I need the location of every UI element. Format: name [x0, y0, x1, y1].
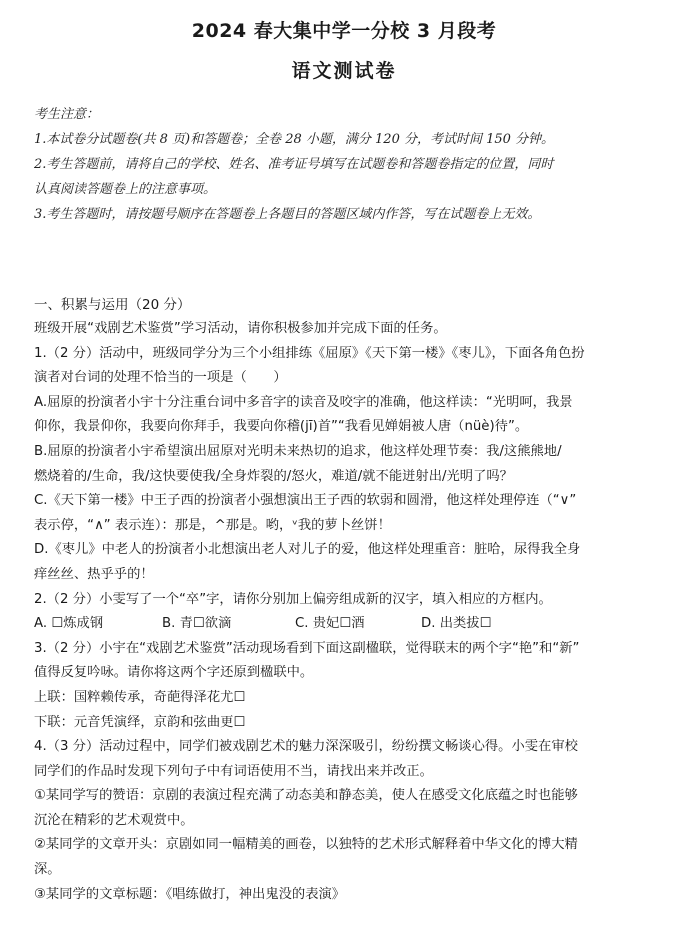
question-1-stem: 1.（2 分）活动中，班级同学分为三个小组排练《屈原》《天下第一楼》《枣儿》，下面各角色扮: [34, 345, 585, 361]
notice-line: 3.考生答题时，请按题号顺序在答题卷上各题目的答题区域内作答，写在试题卷上无效。: [34, 207, 541, 222]
q2-option-a: A. ☐炼成钢: [34, 616, 104, 632]
notice-line: 认真阅读答题卷上的注意事项。: [34, 182, 217, 197]
option-c-line: C.《天下第一楼》中王子西的扮演者小强想演出王子西的软弱和圆滑，他这样处理停连（“∨”: [34, 493, 577, 509]
q4-sentence-2-cont: 深。: [34, 862, 61, 878]
option-b-line: B.屈原的扮演者小宇希望演出屈原对光明未来热切的追求，他这样处理节奏：我/这熊熊地/: [34, 443, 562, 459]
option-a-line: 仰你，我景仰你，我要向你拜手，我要向你稽(jī)首”“我看见婵娟被人唐（nüè)待”。: [34, 419, 529, 435]
q2-option-b: B. 青☐欲滴: [162, 616, 232, 632]
option-a-line: A.屈原的扮演者小宇十分注重台词中多音字的读音及咬字的准确，他这样读：“光明呵，我景: [34, 394, 573, 410]
option-d-line: 痒丝丝、热乎乎的！: [34, 566, 154, 582]
q4-sentence-3: ③某同学的文章标题：《唱练做打，神出鬼没的表演》: [34, 886, 346, 902]
option-b-line: 燃烧着的/生命，我/这快要使我/全身炸裂的/怒火，难道/就不能迸射出/光明了吗？: [34, 468, 513, 484]
couplet-lower: 下联：元音凭演绎，京韵和弦曲更☐: [34, 714, 246, 730]
question-1-stem-cont: 演者对台词的处理不恰当的一项是（ ）: [34, 370, 287, 386]
notice-line: 1.本试卷分试题卷(共 8 页)和答题卷；全卷 28 小题，满分 120 分，考试时间 150 分钟。: [34, 132, 555, 147]
notice-line: 2.考生答题前，请将自己的学校、姓名、准考证号填写在试题卷和答题卷指定的位置，同时: [34, 157, 554, 172]
exam-subtitle: 语文测试卷: [291, 60, 397, 82]
section-heading: 一、积累与运用（20 分）: [34, 297, 191, 313]
notice-heading: 考生注意：: [34, 107, 100, 122]
exam-title: 2024 春大集中学一分校 3 月段考: [191, 20, 497, 42]
q4-sentence-1-cont: 沉沦在精彩的艺术观赏中。: [34, 812, 194, 828]
q4-sentence-1: ①某同学写的赞语：京剧的表演过程充满了动态美和静态美，使人在感受文化底蕴之时也能够: [34, 788, 578, 804]
option-d-line: D.《枣儿》中老人的扮演者小北想演出老人对儿子的爱，他这样处理重音：脏哈，尿得我全身: [34, 542, 581, 558]
question-2-stem: 2.（2 分）小雯写了一个“卒”字，请你分别加上偏旁组成新的汉字，填入相应的方框内。: [34, 591, 552, 607]
question-2-options: [34, 612, 654, 637]
spacer: [34, 227, 654, 293]
q2-option-c: C. 贵妃☐酒: [295, 616, 365, 632]
q2-option-d: D. 出类拔☐: [421, 616, 492, 632]
question-4-stem-cont: 同学们的作品时发现下列句子中有词语使用不当，请找出来并改正。: [34, 763, 433, 779]
text-line: 班级开展“戏剧艺术鉴赏”学习活动，请你积极参加并完成下面的任务。: [34, 321, 447, 336]
candidate-notice: [34, 102, 654, 227]
option-c-line: 表示停，“∧” 表示连）：那是，^那是。哟，ᵛ我的萝卜丝饼！: [34, 517, 391, 533]
q4-sentence-2: ②某同学的文章开头：京剧如同一幅精美的画卷，以独特的艺术形式解释着中华文化的博大精: [34, 837, 578, 853]
question-3-stem-cont: 值得反复吟咏。请你将这两个字还原到楹联中。: [34, 665, 314, 681]
question-3-stem: 3.（2 分）小宇在“戏剧艺术鉴赏”活动现场看到下面这副楹联，觉得联末的两个字“艳”和“新”: [34, 640, 580, 656]
couplet-upper: 上联：国粹赖传承，奇葩得泽花尤☐: [34, 689, 246, 705]
question-4-stem: 4.（3 分）活动过程中，同学们被戏剧艺术的魅力深深吸引，纷纷撰文畅谈心得。小雯在审校: [34, 739, 578, 755]
section-body: [34, 317, 654, 907]
